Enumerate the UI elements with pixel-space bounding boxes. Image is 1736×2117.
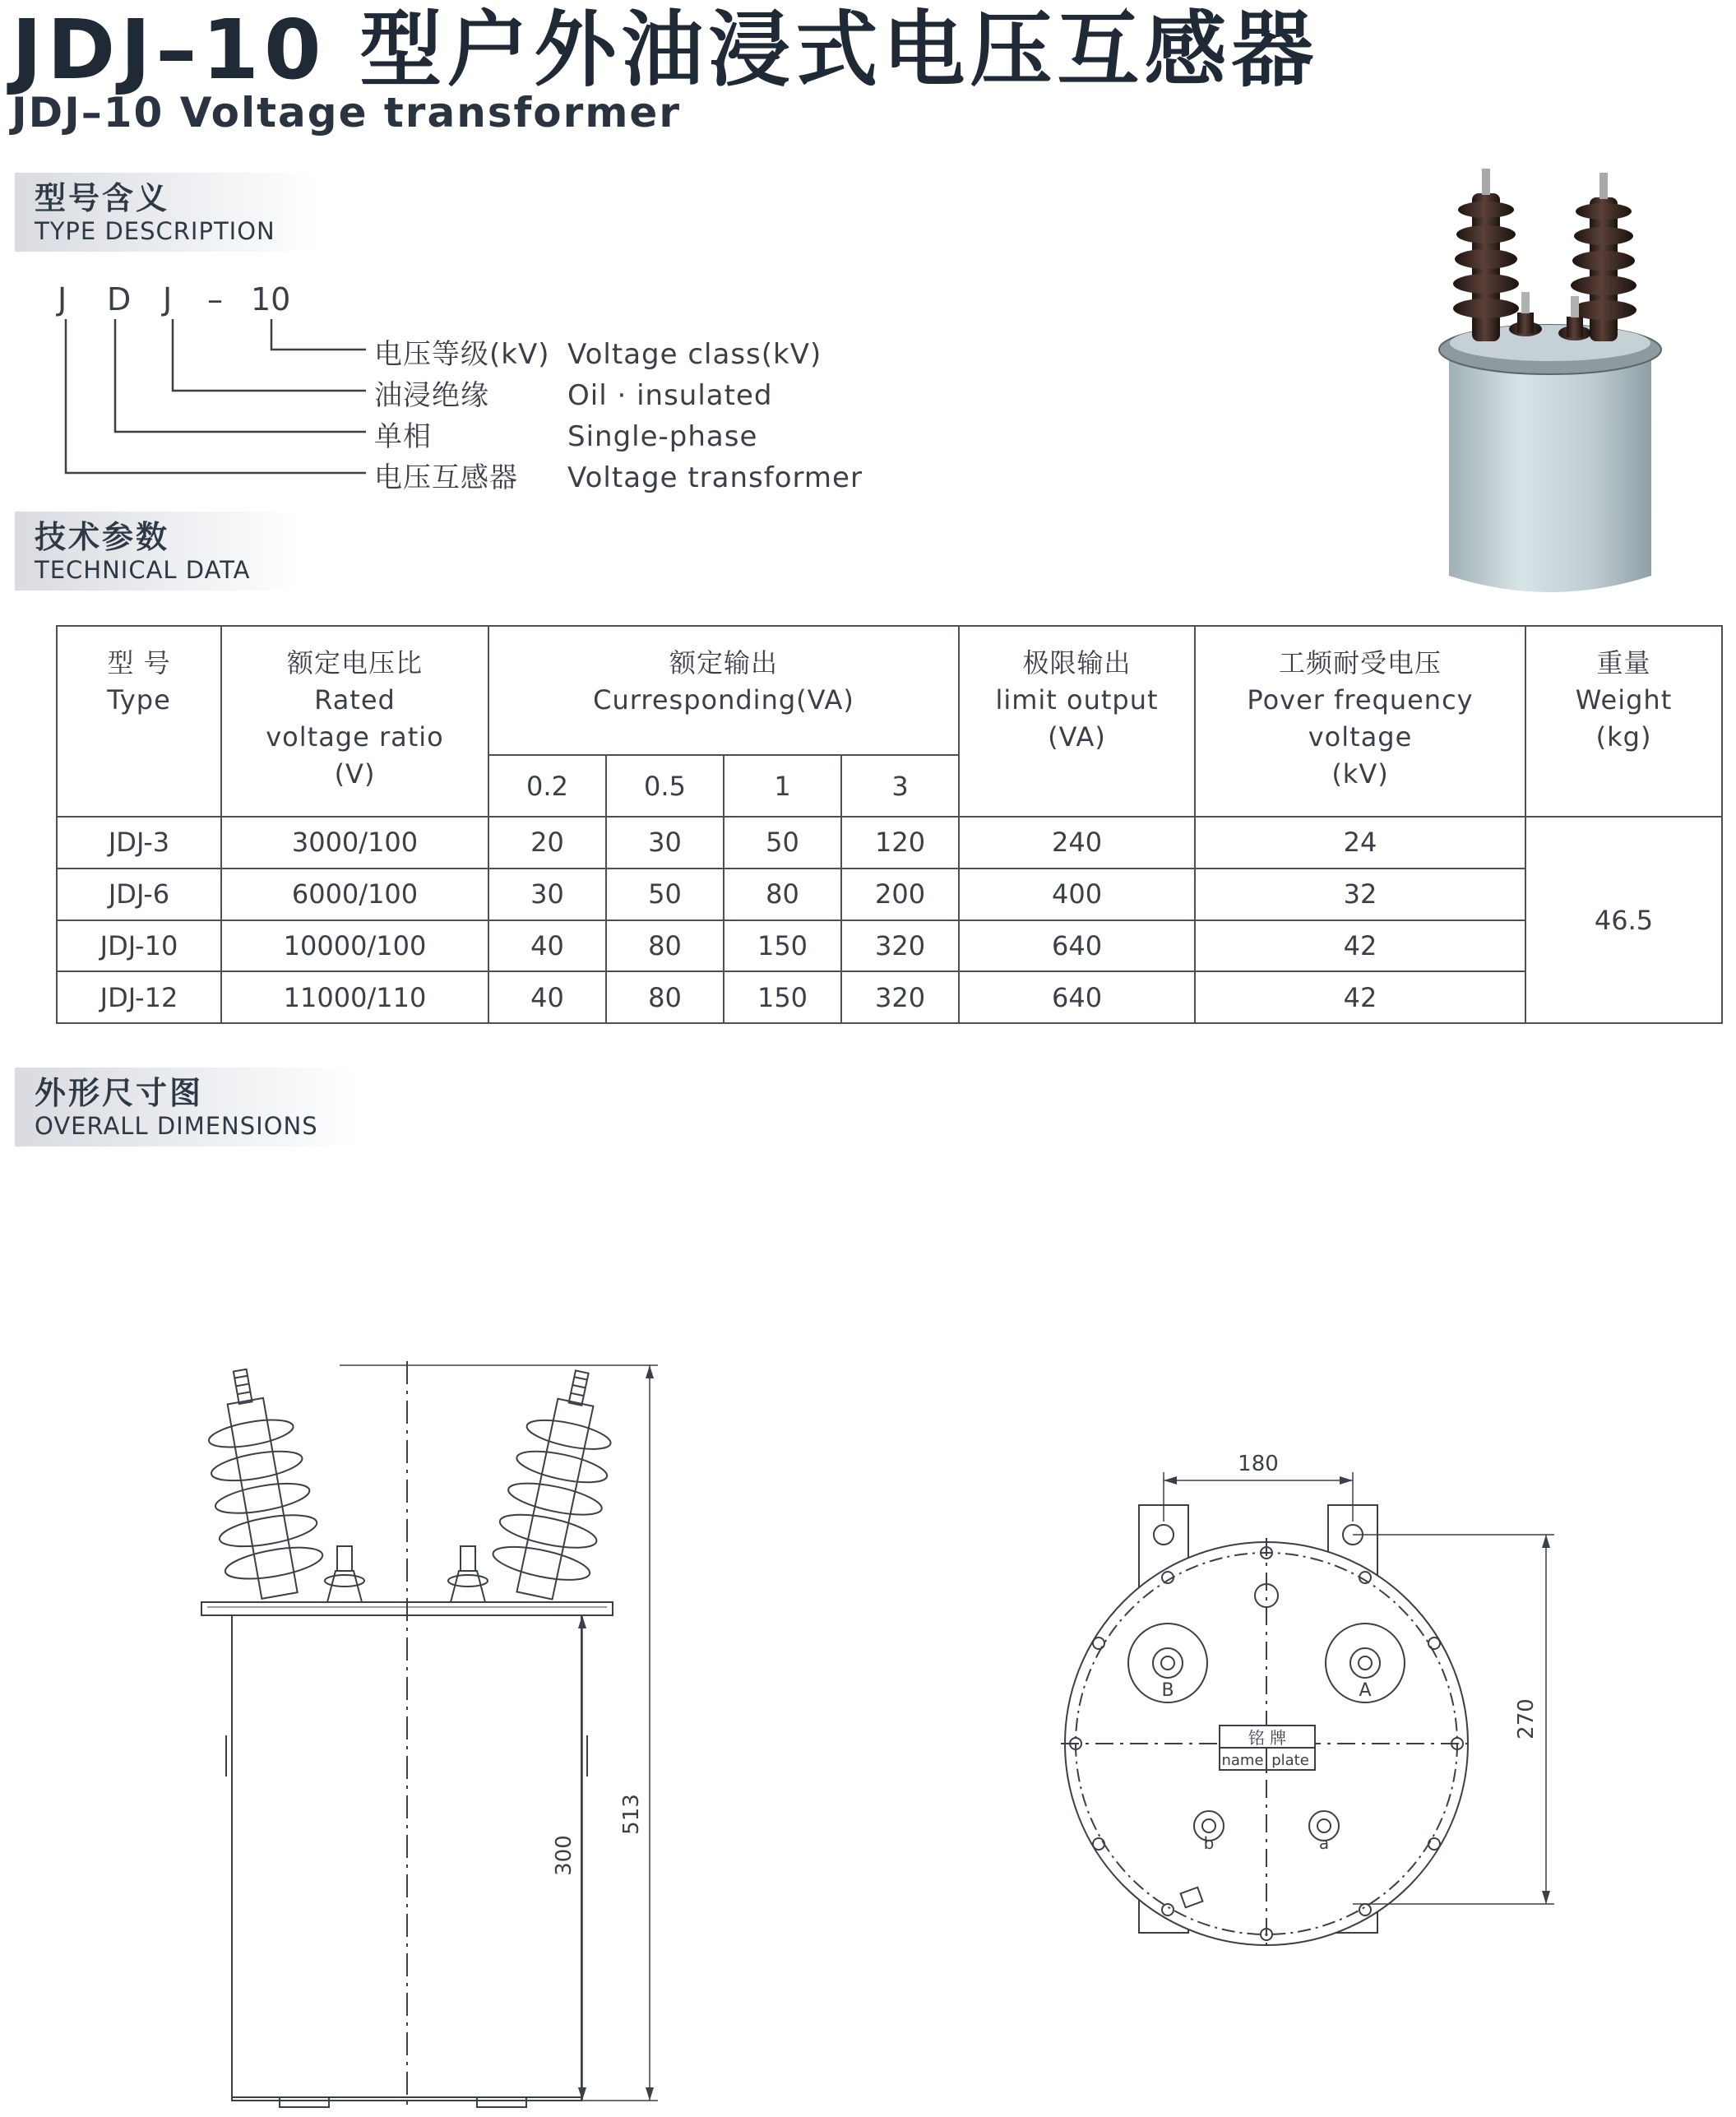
table-header-row bbox=[57, 626, 1722, 755]
header-ratio-en-2: voltage ratio bbox=[266, 721, 444, 753]
cell-type: JDJ-3 bbox=[57, 817, 221, 869]
connector-voltage-transformer bbox=[66, 319, 366, 473]
cell-output-3: 200 bbox=[841, 869, 959, 920]
cell-type: JDJ-6 bbox=[57, 869, 221, 920]
technical-data-heading-cn: 技术参数 bbox=[35, 519, 170, 555]
header-ratio-unit: (V) bbox=[334, 758, 376, 790]
header-ratio-en-1: Rated bbox=[314, 684, 396, 716]
header-limit-en: limit output bbox=[995, 684, 1159, 716]
type-row-cn: 电压等级(kV) bbox=[374, 338, 550, 371]
cell-output-1: 150 bbox=[724, 920, 841, 972]
cell-ratio: 3000/100 bbox=[221, 817, 488, 869]
header-output-cn: 额定输出 bbox=[669, 647, 779, 679]
type-row-oil-insulated bbox=[374, 373, 772, 413]
right-bushing-outline bbox=[486, 1362, 630, 1606]
cell-output-1: 150 bbox=[724, 971, 841, 1023]
cell-output-0-5: 80 bbox=[606, 920, 724, 972]
technical-data-heading bbox=[15, 512, 301, 591]
cell-ratio: 11000/110 bbox=[221, 971, 488, 1023]
cell-output-3: 120 bbox=[841, 817, 959, 869]
left-bushing-porcelain bbox=[1453, 193, 1519, 341]
technical-data-heading-en: TECHNICAL DATA bbox=[35, 555, 251, 584]
cell-output-0-2: 40 bbox=[488, 920, 606, 972]
cell-output-1: 50 bbox=[724, 817, 841, 869]
overall-dimensions-heading bbox=[15, 1068, 359, 1147]
technical-data-table bbox=[56, 625, 1723, 1024]
top-view-drawing bbox=[1044, 1431, 1571, 2007]
header-ratio-cn: 额定电压比 bbox=[286, 647, 423, 679]
low-voltage-bushing-right bbox=[448, 1546, 488, 1602]
header-limit-output bbox=[959, 626, 1195, 817]
type-row-single-phase bbox=[374, 414, 757, 454]
header-limit-cn: 极限输出 bbox=[1022, 647, 1132, 679]
terminal-label-A: A bbox=[1359, 1680, 1372, 1701]
dimension-label-width: 180 bbox=[1238, 1452, 1279, 1476]
terminal-label-B: B bbox=[1161, 1680, 1174, 1701]
type-row-en: Voltage class(kV) bbox=[567, 338, 822, 371]
header-class-3: 3 bbox=[841, 755, 959, 817]
page-subtitle: JDJ–10 Voltage transformer bbox=[12, 89, 681, 137]
type-row-en: Oil · insulated bbox=[567, 379, 773, 412]
table-row bbox=[57, 869, 1722, 920]
type-row-en: Single-phase bbox=[567, 420, 758, 453]
header-type bbox=[57, 626, 221, 817]
code-letter-j2: J bbox=[163, 281, 173, 317]
cell-output-0-5: 80 bbox=[606, 971, 724, 1023]
cell-output-3: 320 bbox=[841, 920, 959, 972]
type-row-en: Voltage transformer bbox=[567, 461, 863, 494]
cell-power-frequency-voltage: 24 bbox=[1195, 817, 1525, 869]
dimension-label-height: 270 bbox=[1514, 1698, 1539, 1739]
cell-output-1: 80 bbox=[724, 869, 841, 920]
connector-voltage-class bbox=[271, 319, 366, 350]
header-freq-en-1: Pover frequency bbox=[1247, 684, 1474, 716]
cell-type: JDJ-10 bbox=[57, 920, 221, 972]
header-limit-unit: (VA) bbox=[1048, 721, 1106, 753]
header-type-cn: 型 号 bbox=[107, 647, 171, 679]
type-description-heading-cn: 型号含义 bbox=[35, 180, 170, 216]
type-description-heading-en: TYPE DESCRIPTION bbox=[35, 216, 275, 245]
cell-output-0-5: 50 bbox=[606, 869, 724, 920]
type-row-voltage-transformer bbox=[374, 455, 863, 495]
tank-body bbox=[1449, 358, 1651, 592]
header-rated-voltage-ratio bbox=[221, 626, 488, 817]
header-class-1: 1 bbox=[724, 755, 841, 817]
overall-dimensions-heading-en: OVERALL DIMENSIONS bbox=[35, 1111, 318, 1140]
nameplate-label-name: name bbox=[1221, 1752, 1264, 1769]
table-row bbox=[57, 817, 1722, 869]
left-bushing-outline bbox=[192, 1362, 328, 1605]
nameplate-label-plate: plate bbox=[1271, 1752, 1309, 1769]
header-weight-cn: 重量 bbox=[1596, 647, 1651, 679]
cell-output-0-2: 30 bbox=[488, 869, 606, 920]
cell-limit-output: 240 bbox=[959, 817, 1195, 869]
cell-output-0-2: 20 bbox=[488, 817, 606, 869]
cell-limit-output: 640 bbox=[959, 920, 1195, 972]
header-power-frequency-voltage bbox=[1195, 626, 1525, 817]
header-weight-unit: (kg) bbox=[1595, 721, 1652, 753]
header-freq-cn: 工频耐受电压 bbox=[1279, 647, 1442, 679]
cell-output-3: 320 bbox=[841, 971, 959, 1023]
terminal-label-b: b bbox=[1203, 1833, 1215, 1853]
connector-oil-insulated bbox=[173, 319, 366, 391]
nameplate-label-cn: 铭 牌 bbox=[1248, 1728, 1287, 1748]
header-weight bbox=[1525, 626, 1722, 817]
cell-ratio: 10000/100 bbox=[221, 920, 488, 972]
dimension-label-total: 513 bbox=[619, 1794, 644, 1835]
type-row-cn: 单相 bbox=[374, 420, 432, 453]
header-type-en: Type bbox=[107, 684, 171, 716]
code-letter-j1: J bbox=[58, 281, 67, 317]
product-photo bbox=[1414, 160, 1686, 605]
header-weight-en: Weight bbox=[1575, 684, 1673, 716]
header-rated-output bbox=[488, 626, 959, 755]
cell-type: JDJ-12 bbox=[57, 971, 221, 1023]
side-view-drawing bbox=[189, 1349, 814, 2114]
cell-output-0-2: 40 bbox=[488, 971, 606, 1023]
cell-output-0-5: 30 bbox=[606, 817, 724, 869]
code-dash: – bbox=[207, 281, 223, 317]
cell-power-frequency-voltage: 32 bbox=[1195, 869, 1525, 920]
low-voltage-bushing-left bbox=[325, 1546, 364, 1602]
connector-single-phase bbox=[115, 319, 366, 432]
page-title: JDJ–10 型户外油浸式电压互感器 bbox=[12, 2, 1319, 98]
dimension-label-body: 300 bbox=[552, 1835, 576, 1876]
overall-dimensions-heading-cn: 外形尺寸图 bbox=[35, 1075, 204, 1111]
cell-ratio: 6000/100 bbox=[221, 869, 488, 920]
header-output-en: Curresponding(VA) bbox=[593, 684, 854, 716]
type-row-cn: 油浸绝缘 bbox=[374, 379, 489, 412]
type-row-voltage-class bbox=[374, 331, 822, 372]
cell-limit-output: 640 bbox=[959, 971, 1195, 1023]
header-class-0-5: 0.5 bbox=[606, 755, 724, 817]
header-class-0-2: 0.2 bbox=[488, 755, 606, 817]
cell-weight: 46.5 bbox=[1525, 817, 1722, 1023]
terminal-label-a: a bbox=[1318, 1833, 1330, 1853]
cell-power-frequency-voltage: 42 bbox=[1195, 971, 1525, 1023]
cell-limit-output: 400 bbox=[959, 869, 1195, 920]
header-freq-unit: (kV) bbox=[1331, 758, 1389, 790]
table-row bbox=[57, 971, 1722, 1023]
header-freq-en-2: voltage bbox=[1308, 721, 1413, 753]
code-number: 10 bbox=[251, 281, 291, 317]
table-row bbox=[57, 920, 1722, 972]
code-letter-d: D bbox=[107, 281, 132, 317]
cell-power-frequency-voltage: 42 bbox=[1195, 920, 1525, 972]
type-row-cn: 电压互感器 bbox=[374, 461, 518, 494]
